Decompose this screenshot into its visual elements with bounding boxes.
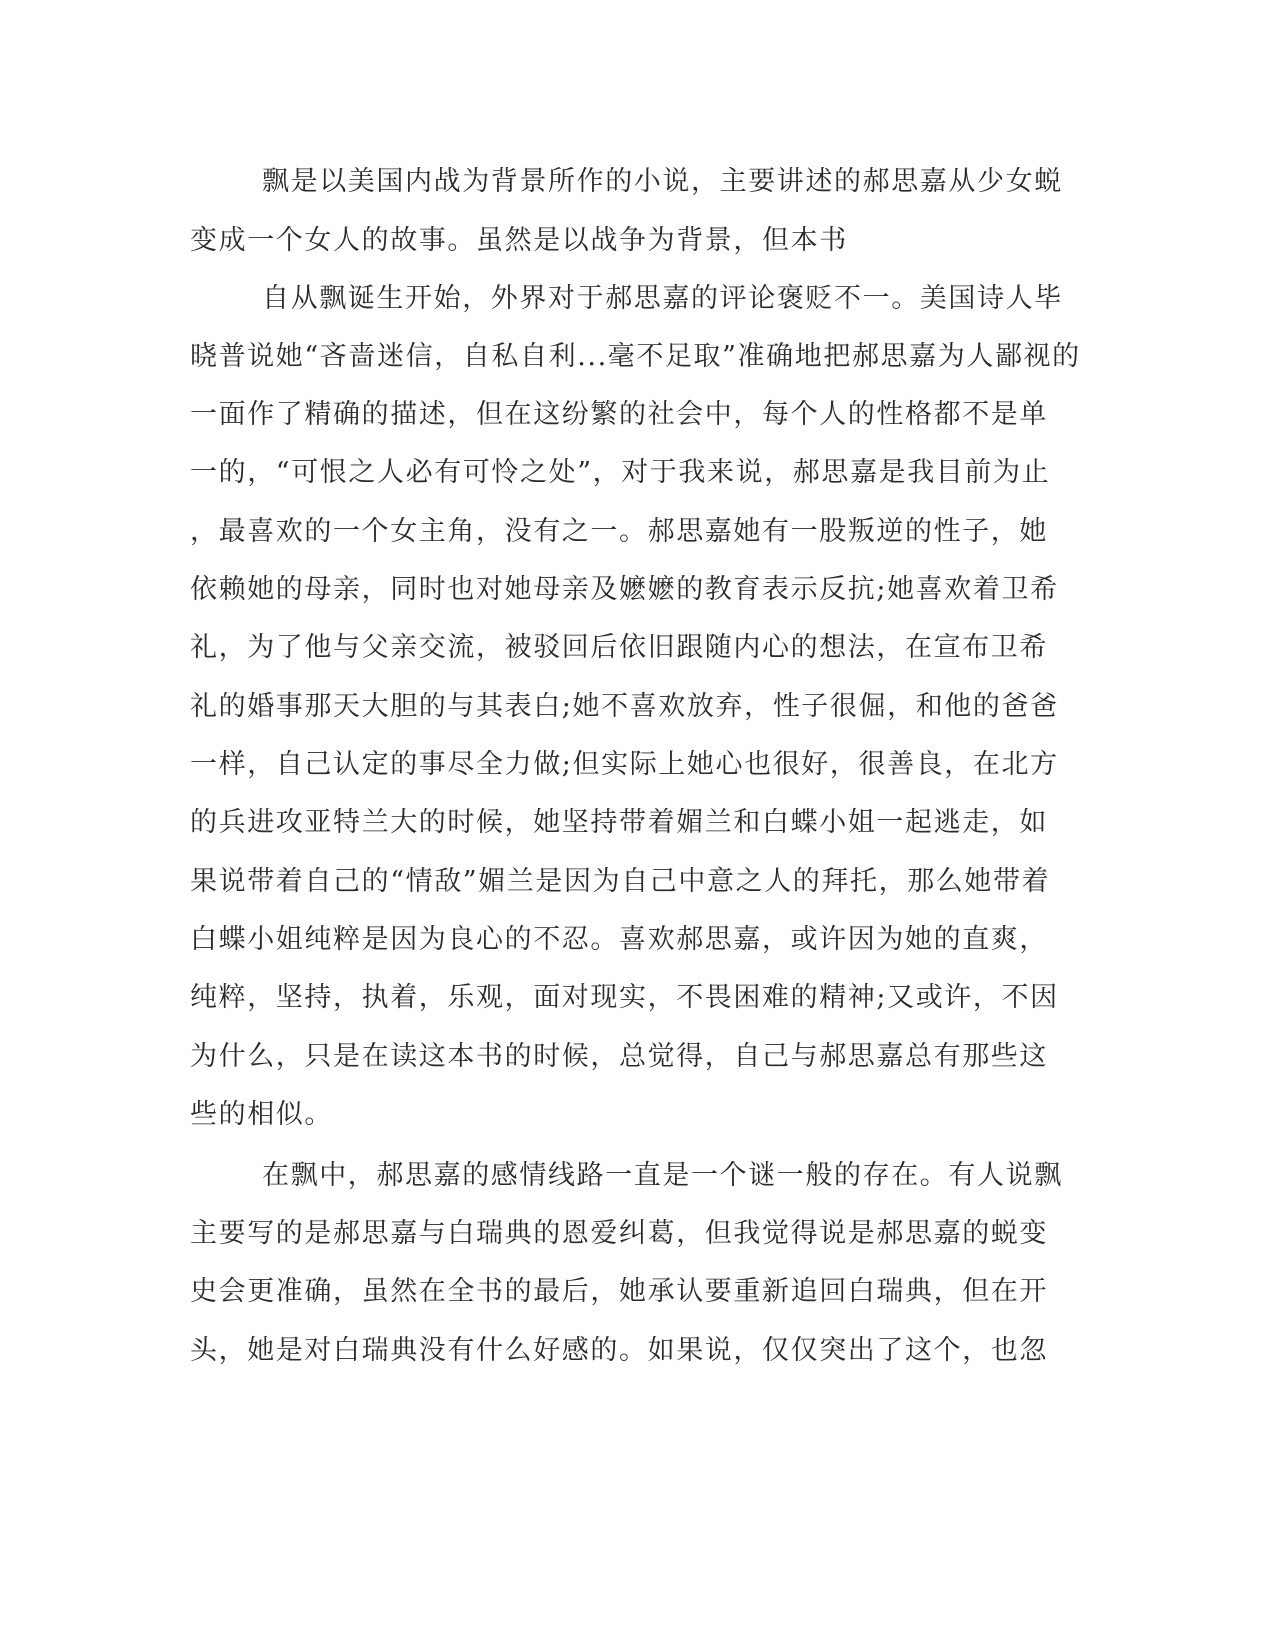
- paragraph-2-line-15: 些的相似。: [190, 1099, 333, 1130]
- paragraph-2-line-2: 晓普说她“吝啬迷信，自私自利...毫不足取”准确地把郝思嘉为人鄙视的: [190, 341, 1081, 372]
- paragraph-3-line-2: 主要写的是郝思嘉与白瑞典的恩爱纠葛，但我觉得说是郝思嘉的蜕变: [190, 1218, 1048, 1249]
- paragraph-1-line-2: 变成一个女人的故事。虽然是以战争为背景，但本书: [190, 225, 848, 256]
- paragraph-3-line-4: 头，她是对白瑞典没有什么好感的。如果说，仅仅突出了这个，也忽: [190, 1335, 1048, 1366]
- paragraph-2-line-3: 一面作了精确的描述，但在这纷繁的社会中，每个人的性格都不是单: [190, 399, 1048, 430]
- paragraph-2-line-8: 礼的婚事那天大胆的与其表白;她不喜欢放弃，性子很倔，和他的爸爸: [190, 691, 1059, 722]
- paragraph-2-line-7: 礼，为了他与父亲交流，被驳回后依旧跟随内心的想法，在宣布卫希: [190, 632, 1048, 663]
- paragraph-2-line-13: 纯粹，坚持，执着，乐观，面对现实，不畏困难的精神;又或许，不因: [190, 982, 1059, 1013]
- paragraph-2-line-4: 一的，“可恨之人必有可怜之处”，对于我来说，郝思嘉是我目前为止: [190, 457, 1051, 488]
- paragraph-2-line-11: 果说带着自己的“情敌”媚兰是因为自己中意之人的拜托，那么她带着: [190, 866, 1051, 897]
- paragraph-2-line-9: 一样，自己认定的事尽全力做;但实际上她心也很好，很善良，在北方: [190, 749, 1059, 780]
- paragraph-2-line-5: ，最喜欢的一个女主角，没有之一。郝思嘉她有一股叛逆的性子，她: [190, 516, 1048, 547]
- paragraph-2-line-1: 自从飘诞生开始，外界对于郝思嘉的评论褒贬不一。美国诗人毕: [262, 283, 1063, 314]
- paragraph-2-line-10: 的兵进攻亚特兰大的时候，她坚持带着媚兰和白蝶小姐一起逃走，如: [190, 807, 1048, 838]
- paragraph-3-line-1: 在飘中，郝思嘉的感情线路一直是一个谜一般的存在。有人说飘: [262, 1160, 1063, 1191]
- paragraph-3-line-3: 史会更准确，虽然在全书的最后，她承认要重新追回白瑞典，但在开: [190, 1276, 1048, 1307]
- paragraph-2-line-14: 为什么，只是在读这本书的时候，总觉得，自己与郝思嘉总有那些这: [190, 1041, 1048, 1072]
- paragraph-2-line-6: 依赖她的母亲，同时也对她母亲及嬷嬷的教育表示反抗;她喜欢着卫希: [190, 574, 1059, 605]
- paragraph-1-line-1: 飘是以美国内战为背景所作的小说，主要讲述的郝思嘉从少女蜕: [262, 166, 1063, 197]
- paragraph-2-line-12: 白蝶小姐纯粹是因为良心的不忍。喜欢郝思嘉，或许因为她的直爽，: [190, 924, 1048, 955]
